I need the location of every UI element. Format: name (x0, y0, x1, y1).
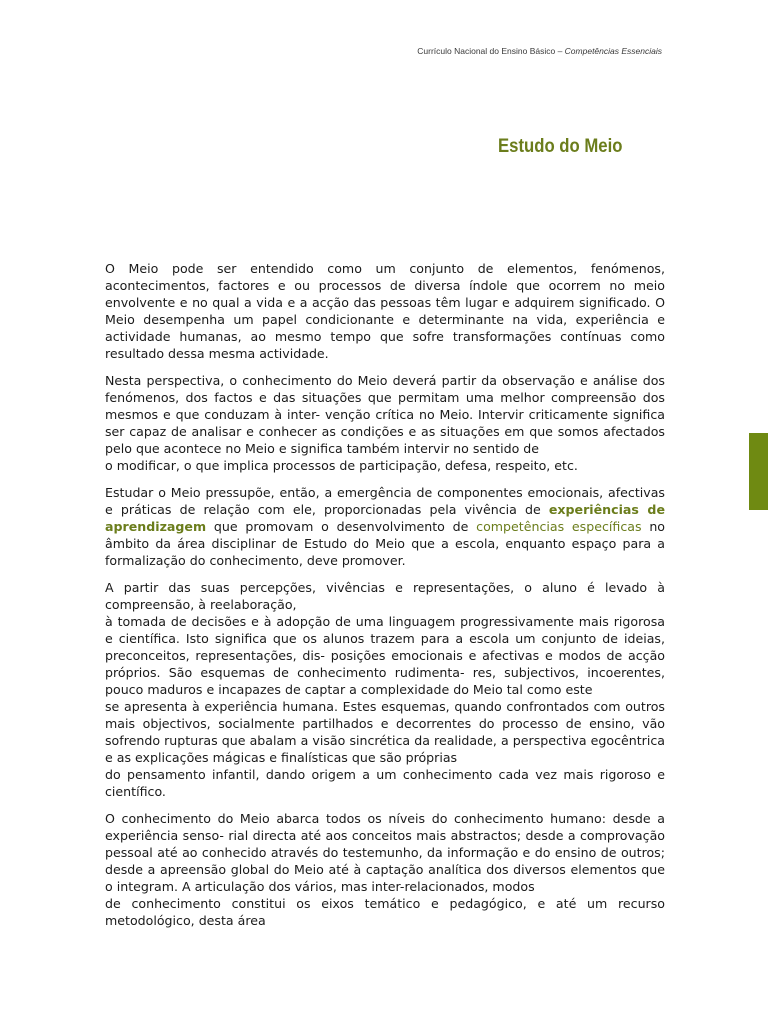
paragraph-4-text-b: à tomada de decisões e à adopção de uma linguagem progressivamente mais rigorosa e científica. Isto significa que os alunos trazem para a escola um conjunto de ideias, preconceitos, representações, dis- posições emocionais e afectivas e modos de acção próprios. São esquemas de conhecimento rudimenta- res, subjectivos, incoerentes, pouco maduros e incapazes de captar a complexidade do Meio tal como este (105, 614, 665, 697)
paragraph-3-text-c: no âmbito da área disciplinar de Estudo do Meio que a escola, enquanto espaço para a formalização do conhecimento, deve promover. (105, 519, 666, 568)
highlight-competencias: competências específicas (476, 519, 642, 534)
paragraph-5-text-b: de conhecimento constitui os eixos temático e pedagógico, e até um recurso metodológico, desta área (105, 896, 665, 928)
paragraph-2 (105, 372, 665, 474)
highlight-experiencias: experiências de aprendizagem (105, 502, 665, 534)
paragraph-4-text-d: do pensamento infantil, dando origem a um conhecimento cada vez mais rigoroso e científico. (105, 767, 665, 799)
paragraph-2-text-a: Nesta perspectiva, o conhecimento do Meio deverá partir da observação e análise dos fenómenos, dos factos e das situações que permitam uma melhor compreensão dos mesmos e que conduzam à inter- venção crítica no Meio. Intervir criticamente significa ser capaz de analisar e conhecer as condições e as situações em que somos afectados pelo que acontece no Meio e significa também intervir no sentido de (105, 373, 665, 456)
paragraph-4 (105, 579, 665, 800)
paragraph-2-text-b: o modificar, o que implica processos de participação, defesa, respeito, etc. (105, 458, 578, 473)
body-text (105, 260, 665, 939)
paragraph-3-text-a: Estudar o Meio pressupõe, então, a emergência de componentes emocionais, afectivas e práticas de relação com ele, proporcionadas pela vivência de (105, 485, 665, 517)
page-title: Estudo do Meio (498, 136, 623, 157)
paragraph-5 (105, 810, 665, 929)
header-curriculum: Currículo Nacional do Ensino Básico (417, 46, 556, 56)
section-tab-marker (749, 433, 768, 510)
header-subtitle: Competências Essenciais (564, 46, 662, 56)
paragraph-5-text-a: O conhecimento do Meio abarca todos os níveis do conhecimento humano: desde a experiência senso- rial directa até aos conceitos mais abstractos; desde a comprovação pessoal até ao conhecido através do testemunho, da informação e do ensino de outros; desde a apreensão global do Meio até à captação analítica dos diversos elementos que o integram. A articulação dos vários, mas inter-relacionados, modos (105, 811, 665, 894)
paragraph-4-text-c: se apresenta à experiência humana. Estes esquemas, quando confrontados com outros mais objectivos, socialmente partilhados e decorrentes do processo de ensino, vão sofrendo rupturas que abalam a visão sincrética da realidade, a perspectiva egocêntrica e as explicações mágicas e finalísticas que são próprias (105, 699, 665, 765)
paragraph-3 (105, 484, 665, 569)
paragraph-1-text: O Meio pode ser entendido como um conjunto de elementos, fenómenos, acontecimentos, factores e ou processos de diversa índole que ocorrem no meio envolvente e no qual a vida e a acção das pessoas têm lugar e adquirem significado. O Meio desempenha um papel condicionante e determinante na vida, experiência e actividade humanas, ao mesmo tempo que sofre transformações contínuas como resultado dessa mesma actividade. (105, 261, 665, 361)
header-separator: – (555, 46, 565, 56)
paragraph-4-text-a: A partir das suas percepções, vivências e representações, o aluno é levado à compreensão, à reelaboração, (105, 580, 665, 612)
paragraph-1 (105, 260, 665, 362)
paragraph-3-text-b: que promovam o desenvolvimento de (206, 519, 477, 534)
running-header (417, 46, 662, 56)
